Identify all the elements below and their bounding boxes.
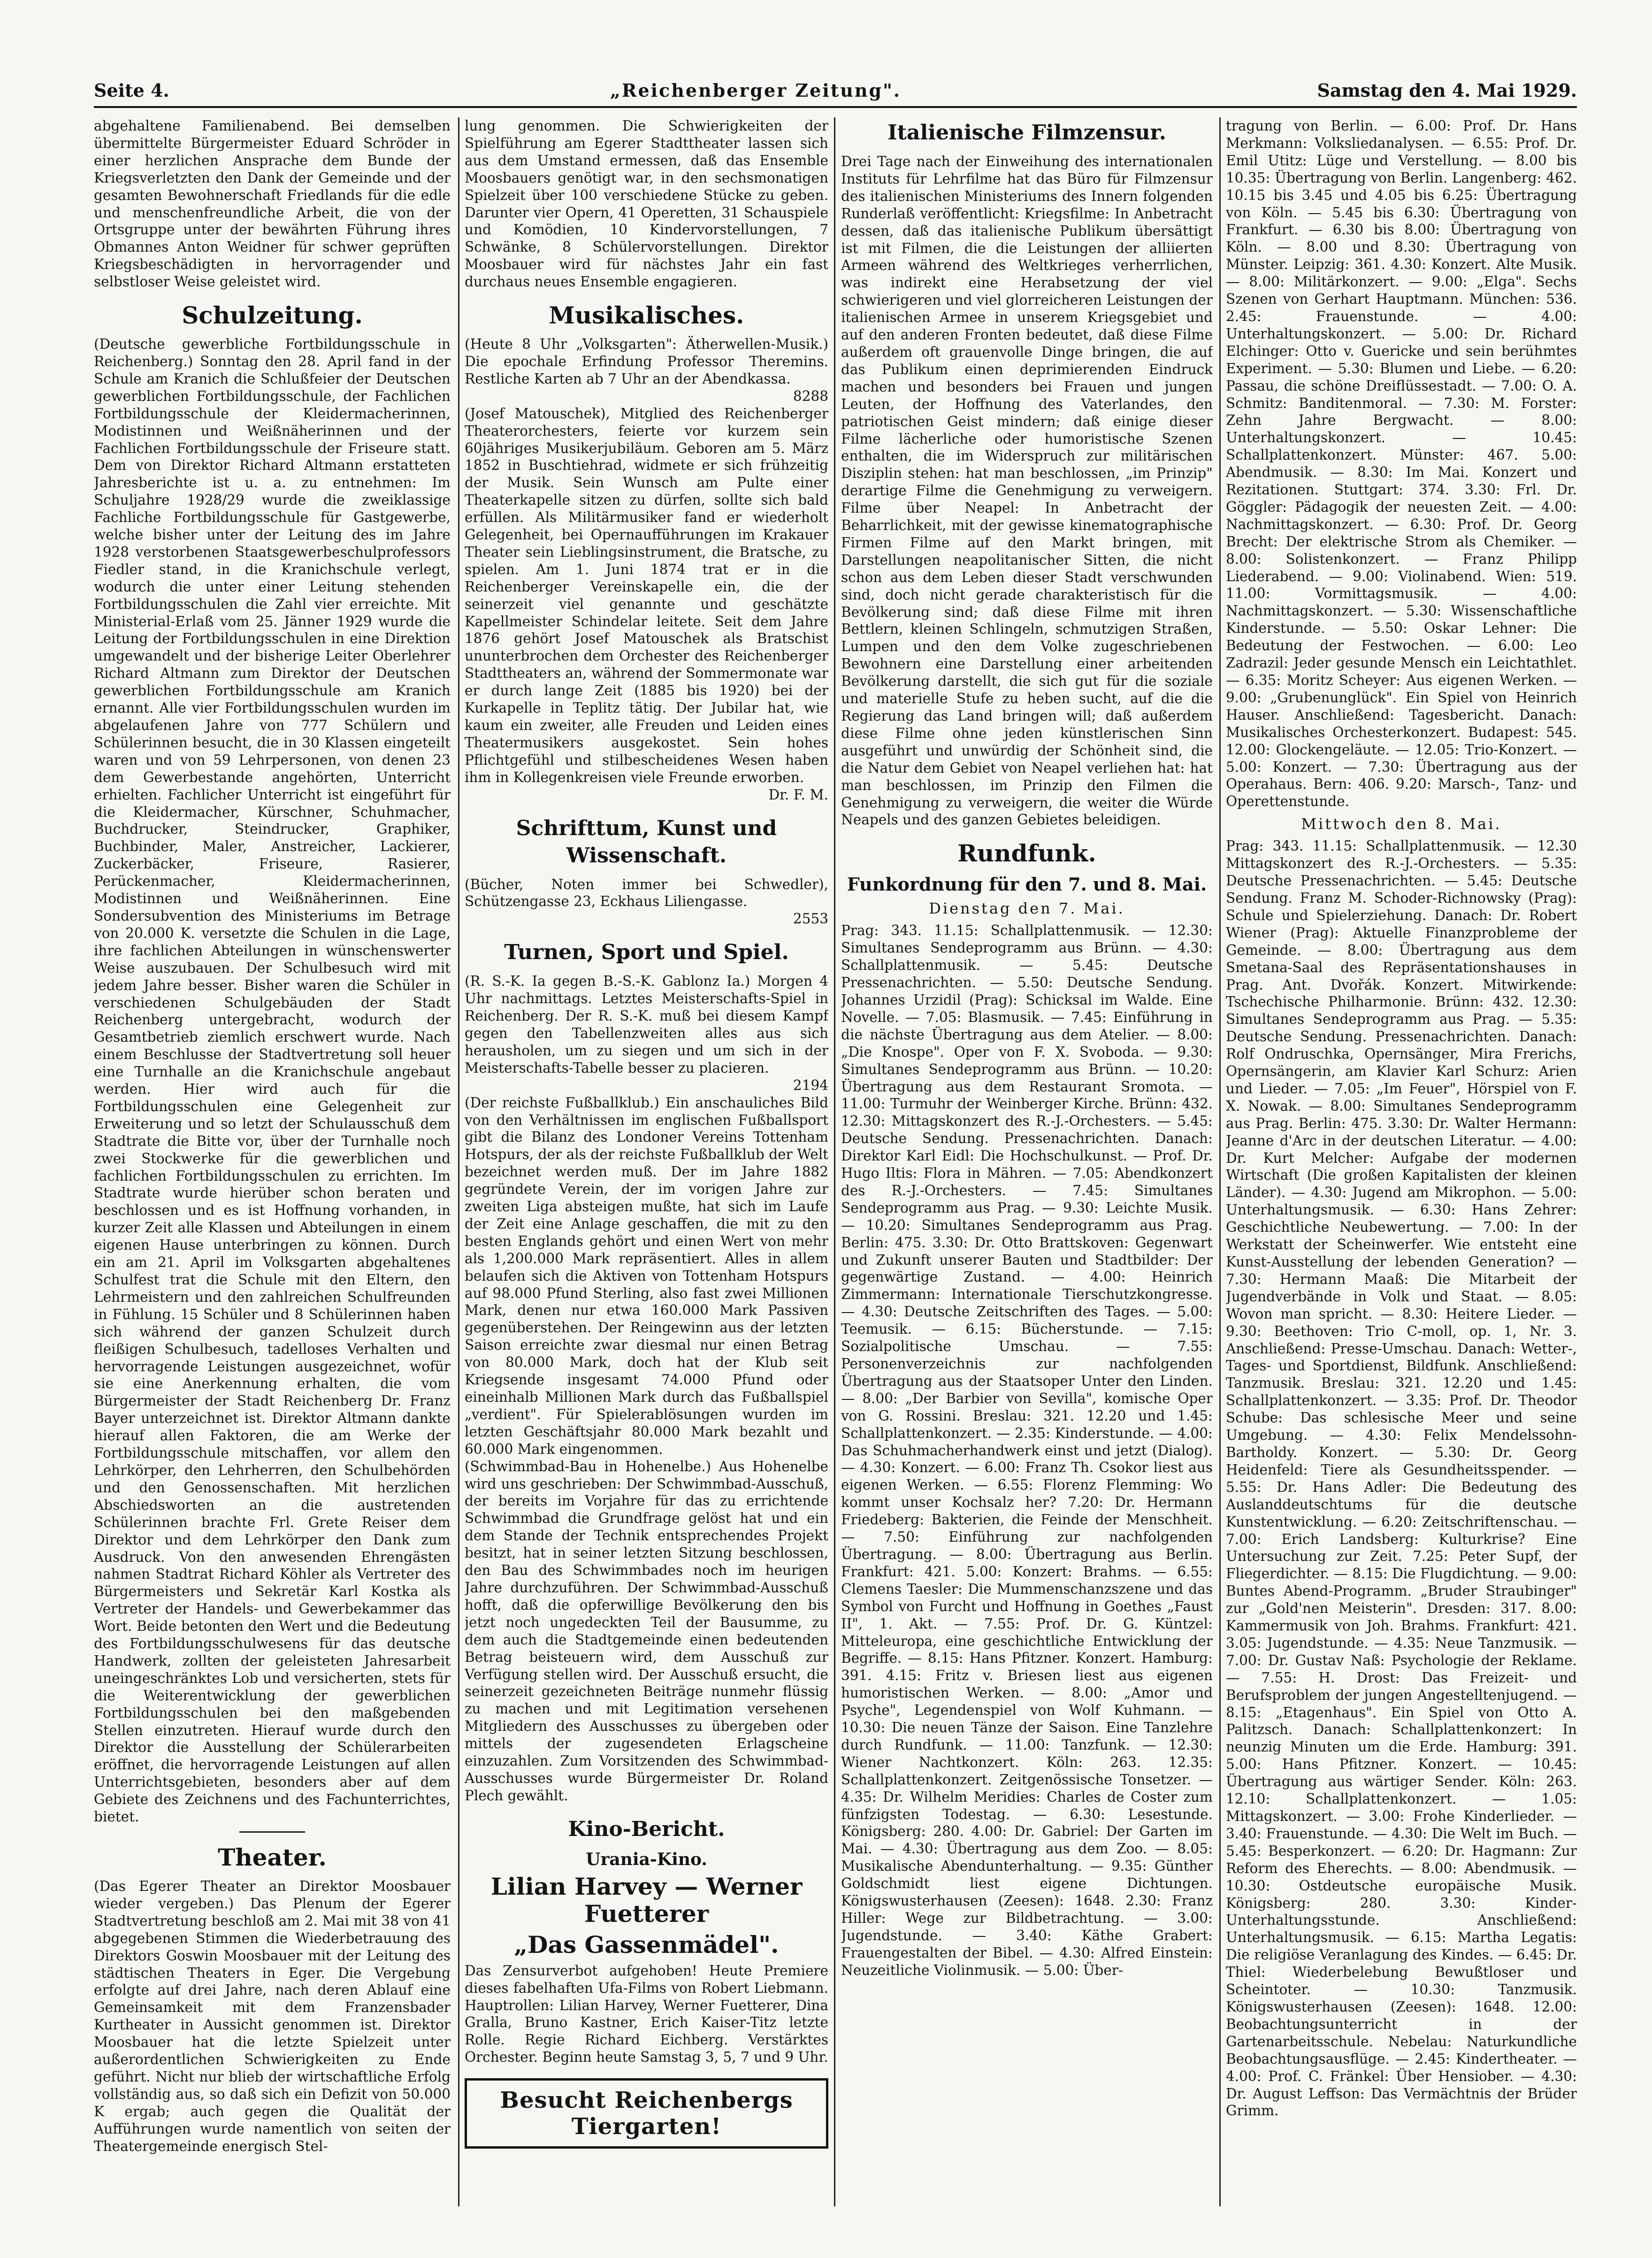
column-3 xyxy=(841,117,1213,2206)
section-title-literature: Schrifttum, Kunst und Wissenschaft. xyxy=(516,816,777,868)
section-title-film-censorship: Italienische Filmzensur. xyxy=(887,121,1166,145)
ad-number: 2194 xyxy=(793,1077,828,1093)
column-divider xyxy=(834,117,835,2206)
article-friedland: abgehaltene Familienabend. Bei demselben übermittelte Bürgermeister Eduard Schröder in einer herzlichen Ansprache dem Bunde der Kriegsverletzten den Dank der Gemeinde und der gesamten Bewohnerschaft Friedlands für die edle und menschenfreundliche Arbeit, die von der Ortsgruppe unter der bewährten Führung ihres Obmannes Anton Weidner für schwer geprüften Kriegsbeschädigten in hervorragender und selbstloser Weise geleistet wird. xyxy=(94,118,451,290)
ad-schwedler: (Bücher, Noten immer bei Schwedler), Schützengasse 23, Eckhaus Liliengasse. xyxy=(465,876,828,910)
cinema-ad-text: Das Zensurverbot aufgehoben! Heute Premiere dieses fabelhaften Ufa-Films von Robert Liebmann. Hauptrollen: Lilian Harvey, Werner Fuetterer, Dina Gralla, Bruno Kastner, Erich Kaiser-Titz letzte Rolle. Regie Richard Eichberg. Verstärktes Orchester. Beginn heute Samstag 3, 5, 7 und 9 Uhr. xyxy=(465,1962,828,2066)
section-title-radio: Rundfunk. xyxy=(957,839,1096,868)
section-title-sport: Turnen, Sport und Spiel. xyxy=(504,940,789,965)
section-title-theater: Theater. xyxy=(218,1843,327,1871)
zoo-banner-ad: Besucht Reichenbergs Tiergarten! xyxy=(465,2078,828,2149)
page-number: Seite 4. xyxy=(94,80,169,101)
radio-program-wednesday: Prag: 343. 11.15: Schallplattenmusik. — 12.30 Mittagskonzert des R.-J.-Orchesters. — 5.35: Deutsche Pressenachrichten. — 5.45: Deutsche Sendung. Franz M. Schoder-Richnowsky (Prag): Schule und Spielerziehung. Danach: Dr. Robert Wiener (Prag): Aktuelle Finanzprobleme der Gemeinde. — 8.00: Übertragung aus dem Smetana-Saal des Repräsentationshauses in Prag. Ant. Dvořák. Konzert. Mitwirkende: Tschechische Philharmonie. Brünn: 432. 12.30: Simultanes Sendeprogramm aus Prag. — 5.35: Deutsche Sendung. Pressenachrichten. Danach: Rolf Ondruschka, Opernsänger, Mira Frerichs, Opernsängerin, am Klavier Karl Schurz: Arien und Lieder. — 7.05: „Im Feuer", Hörspiel von F. X. Nowak. — 8.00: Simultanes Sendeprogramm aus Prag. Berlin: 475. 3.30: Dr. Walter Hermann: Jeanne d'Arc in der deutschen Literatur. — 4.00: Dr. Kurt Melcher: Aufgabe der modernen Wirtschaft (Die großen Kapitalisten der kleinen Länder). — 4.30: Jugend am Mikrophon. — 5.00: Unterhaltungsmusik. — 6.30: Hans Zehrer: Geschichtliche Neubewertung. — 7.00: In der Werkstatt der Scheinwerfer. Wie entsteht eine Kunst-Ausstellung der lebenden Generation? — 7.30: Hermann Maaß: Die Mitarbeit der Jugendverbände in Volk und Staat. — 8.05: Wovon man spricht. — 8.30: Heitere Lieder. — 9.30: Beethoven: Trio C-moll, op. 1, Nr. 3. Anschließend: Presse-Umschau. Danach: Wetter-, Tages- und Sportdienst, Bildfunk. Anschließend: Tanzmusik. Breslau: 321. 12.20 und 1.45: Schallplattenkonzert. — 3.35: Prof. Dr. Theodor Schube: Das schlesische Meer und seine Umgebung. — 4.30: Felix Mendelssohn-Bartholdy. Konzert. — 5.30: Dr. Georg Heidenfeld: Tiere als Gesundheitsspender. — 5.55: Dr. Hans Adler: Die Bedeutung des Auslanddeutschtums für die deutsche Kunstentwicklung. — 6.20: Zeitschriftenschau. — 7.00: Erich Landsberg: Kulturkrise? Eine Untersuchung zur Zeit. 7.25: Peter Supf, der Fliegerdichter. — 8.15: Die Flugdichtung. — 9.00: Buntes Abend-Programm. „Bruder Straubinger" zur „Gold'nen Meisterin". Dresden: 317. 8.00: Kammermusik von Joh. Brahms. Frankfurt: 421. 3.05: Jugendstunde. — 4.35: Neue Tanzmusik. — 7.00: Dr. Gustav Naß: Psychologie der Reklame. — 7.55: H. Drost: Das Freizeit- und Berufsproblem der jungen Angestelltenjugend. — 8.15: „Etagenhaus". Ein Spiel von Otto A. Palitzsch. Danach: Schallplattenkonzert: In neunzig Minuten um die Erde. Hamburg: 391. 5.00: Hans Pfitzner. Konzert. — 10.45: Übertragung aus wärtiger Sender. Köln: 263. 12.10: Schallplattenkonzert. — 1.05: Mittagskonzert. — 3.00: Frohe Kinderlieder. — 3.40: Frauenstunde. — 4.30: Die Welt im Buch. — 5.45: Besperkonzert. — 6.20: Dr. Hagmann: Zur Reform des Eherechts. — 8.00: Abendmusik. — 10.30: Ostdeutsche europäische Musik. Königsberg: 280. 3.30: Kinder-Unterhaltungsstunde. Anschließend: Unterhaltungsmusik. — 6.15: Martha Legatis: Die religiöse Veranlagung des Kindes. — 6.45: Dr. Thiel: Wiederbelebung Bewußtloser und Scheintoter. — 10.30: Tanzmusik. Königswusterhausen (Zeesen): 1648. 12.00: Beobachtungsunterricht in der Gartenarbeitsschule. Nebelau: Naturkundliche Beobachtungsausflüge. — 2.45: Kindertheater. — 4.00: Prof. C. Fränkel: Über Hensiober. — 4.30: Dr. August Leffson: Das Vermächtnis der Brüder Grimm. xyxy=(1226,838,1577,2119)
section-title-cinema: Kino-Bericht. xyxy=(568,1817,725,1841)
header-rule xyxy=(94,106,1577,108)
column-4 xyxy=(1226,117,1577,2206)
issue-date: Samstag den 4. Mai 1929. xyxy=(1317,80,1577,101)
day-heading: Mittwoch den 8. Mai. xyxy=(1301,815,1502,833)
radio-schedule-title: Funkordnung für den 7. und 8. Mai. xyxy=(847,874,1207,895)
section-title-music: Musikalisches. xyxy=(549,301,744,330)
film-title: „Das Gassenmädel". xyxy=(514,1930,779,1958)
page-header xyxy=(94,75,1577,108)
article-film-censorship: Drei Tage nach der Einweihung des internationalen Instituts für Lehrfilme hat das Büro für Filmzensur des italienischen Ministeriums des Innern folgenden Runderlaß veröffentlicht: Kriegsfilme: In Anbetracht dessen, daß das italienische Publikum übersättigt ist mit Filmen, die die Leistungen der alliierten Armeen während des Weltkrieges verherrlichen, was indirekt eine Herabsetzung der viel schwierigeren und viel glorreicheren Leistungen der italienischen Armee in unserem Kriegsgebiet und auf den anderen Fronten bedeutet, daß diese Filme außerdem oft grauenvolle Dinge bringen, die auf das Publikum einen deprimierenden Eindruck machen und besonders bei Frauen und jungen Leuten, der Hoffnung des Vaterlandes, den patriotischen Geist mindern; daß einige dieser Filme lächerliche oder humoristische Szenen enthalten, die im Widerspruch zur militärischen Disziplin stehen: hat man beschlossen, „im Prinzip" derartige Filme die Genehmigung zu verweigern. Filme über Neapel: In Anbetracht der Beharrlichkeit, mit der gewisse kinematographische Firmen Filme auf den Markt bringen, mit Darstellungen neapolitanischer Sitten, die nicht schon aus dem Leben dieser Stadt verschwunden sind, doch nicht gerade charakteristisch für die Bevölkerung sind; daß diese Filme mit ihren Bettlern, kleinen Schlingeln, schmutzigen Straßen, Lumpen und den dem Volke zugeschriebenen Bewohnern eine Darstellung einer arbeitenden Bevölkerung darstellt, die sich gut für die soziale und materielle Stufe zu heben sucht, auf die die Regierung das Land bringen will; daß außerdem diese Filme ohne jeden künstlerischen Sinn ausgeführt und unwürdig der Schönheit sind, die die Natur dem Gebiet von Neapel verliehen hat: hat man beschlossen, im Prinzip den Filmen die Genehmigung zu verweigern, die weiter die Würde Neapels und des ganzen Gebietes beleidigen. xyxy=(841,154,1213,828)
ad-number: 2553 xyxy=(793,911,828,927)
article-football-club: (Der reichste Fußballklub.) Ein anschauliches Bild von den Verhältnissen im englischen Fußballsport gibt die Bilanz des Londoner Vereins Tottenham Hotspurs, der als der reichste Fußballklub der Welt bezeichnet werden muß. Der im Jahre 1882 gegründete Verein, der im vorigen Jahre zur zweiten Liga absteigen mußte, hat sich im Laufe der Zeit eine Anlage geschaffen, die mit zu den besten Englands gehört und einen Wert von mehr als 1,200.000 Mark repräsentiert. Alles in allem belaufen sich die Aktiven von Tottenham Hotspurs auf 98.000 Pfund Sterling, also fast zwei Millionen Mark, denen nur etwa 160.000 Mark Passiven gegenüberstehen. Der Reingewinn aus der letzten Saison erreichte zwar diesmal nur einen Betrag von 80.000 Mark, doch hat der Klub seit Kriegsende insgesamt 74.000 Pfund oder eineinhalb Millionen Mark durch das Fußballspiel „verdient". Für Spielerablösungen wurden im letzten Geschäftsjahr 80.000 Mark bezahlt und 60.000 Mark eingenommen. xyxy=(465,1094,828,1457)
ad-football-match: (R. S.-K. Ia gegen B.-S.-K. Gablonz Ia.) Morgen 4 Uhr nachmittags. Letztes Meisterschafts-Spiel in Reichenberg. Der R. S.-K. muß bei diesem Kampf gegen den Tabellenzweiten alles aus sich herausholen, um zu siegen und um sich in der Meisterschafts-Tabelle besser zu placieren. xyxy=(465,973,828,1076)
film-stars: Lilian Harvey — Werner Fuetterer xyxy=(490,1872,803,1928)
column-1 xyxy=(94,117,451,2206)
article-matouschek: (Josef Matouschek), Mitglied des Reichenberger Theaterorchesters, feierte vor kurzem sein 60jähriges Musikerjubiläum. Geboren am 5. März 1852 in Buschtiehrad, widmete er sich frühzeitig der Musik. Sein Wunsch am Pulte einer Theaterkapelle sitzen zu dürfen, sollte sich bald erfüllen. Als Militärmusiker fand er wiederholt Gelegenheit, bei Opernaufführungen im Krakauer Theater sein Lieblingsinstrument, die Bratsche, zu spielen. Am 1. Juni 1874 trat er in die Reichenberger Vereinskapelle ein, die der seinerzeit viel genannte und geschätzte Kapellmeister Schindelar leitete. Seit dem Jahre 1876 gehört Josef Matouschek als Bratschist ununterbrochen dem Orchester des Reichenberger Stadttheaters an, während der Sommermonate war er durch lange Zeit (1885 bis 1920) bei der Kurkapelle in Teplitz tätig. Der Jubilar hat, wie kaum ein zweiter, alle Freuden und Leiden eines Theatermusikers ausgekostet. Sein hohes Pflichtgefühl und stilbescheidenes Wesen haben ihm in Kollegenkreisen viele Freunde erworben. xyxy=(465,405,828,785)
ad-volksgarten: (Heute 8 Uhr „Volksgarten": Ätherwellen-Musik.) Die epochale Erfindung Professor Theremins. Restliche Karten ab 7 Uhr an der Abendkassa. xyxy=(465,336,828,387)
cinema-name: Urania-Kino. xyxy=(586,1849,707,1869)
article-school: (Deutsche gewerbliche Fortbildungsschule in Reichenberg.) Sonntag den 28. April fand in der Schule am Kranich die Schlußfeier der Deutschen gewerblichen Fortbildungsschule, der Fachlichen Fortbildungsschule der Kleidermacherinnen, Modistinnen und Weißnäherinnen und der Fachlichen Fortbildungsschule der Friseure statt. Dem von Direktor Richard Altmann erstatteten Jahresberichte ist u. a. zu entnehmen: Im Schuljahre 1928/29 wurde die zweiklassige Fachliche Fortbildungsschule für Gastgewerbe, welche bisher unter der Leitung des im Jahre 1928 verstorbenen Staatsgewerbeschulprofessors Fiedler stand, in die Kranichschule verlegt, wodurch die unter einer Leitung stehenden Fortbildungsschulen die Zahl vier erreichte. Mit Ministerial-Erlaß vom 25. Jänner 1929 wurde die Leitung der Fortbildungsschulen in eine Direktion umgewandelt und der bisherige Leiter Oberlehrer Richard Altmann zum Direktor der Deutschen gewerblichen Fortbildungsschule am Kranich ernannt. Alle vier Fortbildungsschulen wurden im abgelaufenen Jahre von 777 Schülern und Schülerinnen besucht, die in 30 Klassen eingeteilt waren und von 59 Lehrpersonen, von denen 23 dem Gewerbestande angehörten, Unterricht erhielten. Fachlicher Unterricht ist eingeführt für die Kleidermacher, Kürschner, Schuhmacher, Buchdrucker, Steindrucker, Graphiker, Buchbinder, Maler, Anstreicher, Lackierer, Zuckerbäcker, Friseure, Rasierer, Perückenmacher, Kleidermacherinnen, Modistinnen und Weißnäherinnen. Eine Sondersubvention des Ministeriums im Betrage von 20.000 K. versetzte die Schulen in die Lage, ihre fachlichen Abteilungen in wünschenswerter Weise auszubauen. Der Schulbesuch wird mit jedem Jahre besser. Bisher waren die Schüler in verschiedenen Schulgebäuden der Stadt Reichenberg untergebracht, wodurch der Gesamtbetrieb ziemlich erschwert wurde. Nach einem Beschlusse der Stadtvertretung soll heuer eine Turnhalle an die Kranichschule angebaut werden. Hier wird auch für die Fortbildungsschulen eine Gelegenheit zur Erweiterung und so letzt der Schulausschuß dem Stadtrate die Bitte vor, über der Turnhalle noch zwei Stockwerke für die gewerblichen und fachlichen Fortbildungsschulen zu errichten. Im Stadtrate wurde hierüber schon beraten und beschlossen und es ist Hoffnung vorhanden, in kurzer Zeit alle Klassen und Abteilungen in einem eigenen Hause unterbringen zu können. Durch ein am 21. April im Volksgarten abgehaltenes Schulfest trat die Schule mit den Eltern, den Lehrmeistern und den zahlreichen Schulfreunden in Fühlung. 15 Schüler und 8 Schülerinnen haben sich während der ganzen Schulzeit durch fleißigen Schulbesuch, tadelloses Verhalten und hervorragende Leistungen ausgezeichnet, wofür sie eine Anerkennung erhalten, die vom Bürgermeister der Stadt Reichenberg Dr. Franz Bayer unterzeichnet ist. Direktor Altmann dankte hierauf allen Faktoren, die am Werke der Fortbildungsschule mitschaffen, vor allem den Lehrkörper, den Lehrherren, den Schulbehörden und den Genossenschaften. Mit herzlichen Abschiedsworten an die austretenden Schülerinnen brachte Frl. Grete Reiser dem Direktor und dem Lehrkörper den Dank zum Ausdruck. Von den anwesenden Ehrengästen nahmen Stadtrat Richard Köhler als Vertreter des Bürgermeisters und Sekretär Karl Kostka als Vertreter der Handels- und Gewerbekammer das Wort. Beide betonten den Wert und die Bedeutung des Fortbildungsschulwesens für das deutsche Handwerk, zollten der geleisteten Jahresarbeit uneingeschränktes Lob und versicherten, stets für die Weiterentwicklung der gewerblichen Fortbildungsschulen bei den maßgebenden Stellen einzutreten. Hierauf wurde durch den Direktor die Ausstellung der Schülerarbeiten eröffnet, die hervorragende Leistungen auf allen Unterrichtsgebieten, besonders aber auf dem Gebiete des Zeichnens und des Fachunterrichtes, bietet. xyxy=(94,336,451,1825)
article-theater-continued: lung genommen. Die Schwierigkeiten der Spielführung am Egerer Stadttheater lassen sich aus dem Umstand ermessen, daß das Ensemble Moosbauers genötigt war, in den sechsmonatigen Spielzeit über 100 verschiedene Stücke zu geben. Darunter vier Opern, 41 Operetten, 31 Schauspiele und Komödien, 10 Kindervorstellungen, 7 Schwänke, 8 Schülervorstellungen. Direktor Moosbauer wird für nächstes Jahr ein fast durchaus neues Ensemble engagieren. xyxy=(465,118,828,290)
column-2 xyxy=(465,117,828,2206)
column-divider xyxy=(1219,117,1221,2206)
radio-program-tuesday-continued: tragung von Berlin. — 6.00: Prof. Dr. Hans Merkmann: Volksliedanalysen. — 6.55: Prof. Dr. Emil Utitz: Lüge und Verstellung. — 8.00 bis 10.35: Übertragung von Berlin. Langenberg: 462. 10.15 bis 3.45 und 4.05 bis 6.25: Übertragung von Köln. — 5.45 bis 6.30: Übertragung von Frankfurt. — 6.30 bis 8.00: Übertragung von Köln. — 8.00 und 8.30: Übertragung von Münster. Leipzig: 361. 4.30: Konzert. Alte Musik. — 8.00: Militärkonzert. — 9.00: „Elga". Sechs Szenen von Gerhart Hauptmann. München: 536. 2.45: Frauenstunde. — 4.00: Unterhaltungskonzert. — 5.00: Dr. Richard Elchinger: Otto v. Guericke und sein berühmtes Experiment. — 5.30: Blumen und Liebe. — 6.20: Passau, die schöne Dreiflüssestadt. — 7.00: O. A. Schmitz: Banditenmoral. — 7.30: M. Forster: Zehn Jahre Bergwacht. — 8.00: Unterhaltungskonzert. — 10.45: Schallplattenkonzert. Münster: 467. 5.00: Abendmusik. — 8.30: Im Mai. Konzert und Rezitationen. Stuttgart: 374. 3.30: Frl. Dr. Göggler: Pädagogik der neuesten Zeit. — 4.00: Nachmittagskonzert. — 6.30: Prof. Dr. Georg Brecht: Der elektrische Strom als Chemiker. — 8.00: Solistenkonzert. — Franz Philipp Liederabend. — 9.00: Violinabend. Wien: 519. 11.00: Vormittagsmusik. — 4.00: Nachmittagskonzert. — 5.30: Wissenschaftliche Kinderstunde. — 5.50: Oskar Lehner: Die Bedeutung der Festwochen. — 6.00: Leo Zadrazil: Jeder gesunde Mensch ein Leichtathlet. — 6.35: Moritz Scheyer: Aus eigenen Werken. — 9.00: „Grubenunglück". Ein Spiel von Heinrich Hauser. Anschließend: Tagesbericht. Danach: Musikalisches Orchesterkonzert. Budapest: 545. 12.00: Glockengeläute. — 12.05: Trio-Konzert. — 5.00: Konzert. — 7.30: Übertragung aus der Operahaus. Bern: 406. 9.20: Marsch-, Tanz- und Operettenstunde. xyxy=(1226,118,1577,810)
author-signature: Dr. F. M. xyxy=(768,786,828,803)
article-theater: (Das Egerer Theater an Direktor Moosbauer wieder vergeben.) Das Plenum der Egerer Stadtvertretung beschloß am 2. Mai mit 38 von 41 abgegebenen Stimmen die Wiederbetrauung des Direktors Goswin Moosbauer mit der Leitung des städtischen Theaters in Eger. Die Vergebung erfolgte auf drei Jahre, nach deren Ablauf eine Gemeinsamkeit mit dem Franzensbader Kurtheater in Aussicht genommen ist. Direktor Moosbauer hat die letzte Spielzeit unter außerordentlichen Schwierigkeiten zu Ende geführt. Nicht nur blieb der wirtschaftliche Erfolg vollständig aus, so daß sich ein Defizit von 50.000 K ergab; auch gegen die Qualität der Aufführungen wurde namentlich von seiten der Theatergemeinde energisch Stel- xyxy=(94,1878,451,2154)
newspaper-title: „Reichenberger Zeitung". xyxy=(610,80,902,101)
radio-program-tuesday: Prag: 343. 11.15: Schallplattenmusik. — 12.30: Simultanes Sendeprogramm aus Brünn. — 4.30: Schallplattenmusik. — 5.45: Deutsche Pressenachrichten. — 5.50: Deutsche Sendung. Johannes Urzidil (Prag): Schicksal im Walde. Eine Novelle. — 7.05: Blasmusik. — 7.45: Einführung in die nächste Übertragung aus dem Atelier. — 8.00: „Die Knospe". Oper von F. X. Svoboda. — 9.30: Simultanes Sendeprogramm aus Brünn. — 10.20: Übertragung aus dem Restaurant Sromota. — 11.00: Turmuhr der Weinberger Kirche. Brünn: 432. 12.30: Mittagskonzert des R.-J.-Orchesters. — 5.45: Deutsche Sendung. Pressenachrichten. Danach: Direktor Karl Eidl: Die Hochschulkunst. — Prof. Dr. Hugo Iltis: Flora in Mähren. — 7.05: Abendkonzert des R.-J.-Orchesters. — 7.45: Simultanes Sendeprogramm aus Prag. — 9.30: Leichte Musik. — 10.20: Simultanes Sendeprogramm aus Prag. Berlin: 475. 3.30: Dr. Otto Brattskoven: Gegenwart und Zukunft unserer Bauten und Stadtbilder: Der gegenwärtige Zustand. — 4.00: Heinrich Zimmermann: Internationale Tierschutzkongresse. — 4.30: Deutsche Zeitschriften des Tages. — 5.00: Teemusik. — 6.15: Bücherstunde. — 7.15: Sozialpolitische Umschau. — 7.55: Personenverzeichnis zur nachfolgenden Übertragung aus der Staatsoper Unter den Linden. — 8.00: „Der Barbier von Sevilla", komische Oper von G. Rossini. Breslau: 321. 12.20 und 1.45: Schallplattenkonzert. — 2.35: Kinderstunde. — 4.00: Das Schuhmacherhandwerk einst und jetzt (Dialog). — 4.30: Konzert. — 6.00: Franz Th. Csokor liest aus eigenen Werken. — 6.55: Florenz Flemming: Wo kommt unser Kochsalz her? 7.20: Dr. Hermann Friedeberg: Bakterien, die Feinde der Menschheit. — 7.50: Einführung zur nachfolgenden Übertragung. — 8.00: Übertragung aus Berlin. Frankfurt: 421. 5.00: Konzert: Brahms. — 6.55: Clemens Taesler: Die Mummenschanzszene und das Symbol von Furcht und Hoffnung in Goethes „Faust II", 1. Akt. — 7.55: Prof. Dr. G. Küntzel: Mitteleuropa, eine geschichtliche Entwicklung der Begriffe. — 8.15: Hans Pfitzner. Konzert. Hamburg: 391. 4.15: Fritz v. Briesen liest aus eigenen humoristischen Werken. — 8.00: „Amor und Psyche", Legendenspiel von Wolf Kuhmann. — 10.30: Die neuen Tänze der Saison. Eine Tanzlehre durch Rundfunk. — 11.00: Tanzfunk. — 12.30: Wiener Nachtkonzert. Köln: 263. 12.35: Schallplattenkonzert. Zeitgenössische Tonsetzer. — 4.35: Dr. Wilhelm Meridies: Charles de Coster zum fünfzigsten Todestag. — 6.30: Lesestunde. Königsberg: 280. 4.00: Dr. Gabriel: Der Garten im Mai. — 4.30: Übertragung aus dem Zoo. — 8.05: Musikalische Abendunterhaltung. — 9.35: Günther Goldschmidt liest eigene Dichtungen. Königswusterhausen (Zeesen): 1648. 2.30: Franz Hiller: Wege zur Bildbetrachtung. — 3.00: Jugendstunde. — 3.40: Käthe Grabert: Frauengestalten der Bibel. — 4.30: Alfred Einstein: Neuzeitliche Violinmusik. — 5.00: Über- xyxy=(841,922,1213,1978)
ad-number: 8288 xyxy=(793,388,828,404)
day-heading: Dienstag den 7. Mai. xyxy=(929,899,1125,918)
column-divider xyxy=(458,117,459,2206)
article-swimming-pool: (Schwimmbad-Bau in Hohenelbe.) Aus Hohenelbe wird uns geschrieben: Der Schwimmbad-Ausschuß, der bereits im Vorjahre für das zu errichtende Schwimmbad die Grundfrage gelöst hat und ein dem Stande der Technik entsprechendes Projekt besitzt, hat in seiner letzten Sitzung beschlossen, den Bau des Schwimmbades noch im heurigen Jahre durchzuführen. Der Schwimmbad-Ausschuß hofft, daß die opferwillige Bevölkerung den bis jetzt noch ungedeckten Teil der Bausumme, zu dem auch die Stadtgemeinde einen bedeutenden Betrag beisteuern wird, dem Ausschuß zur Verfügung stellen wird. Der Ausschuß ersucht, die seinerzeit gezeichneten Beiträge nunmehr flüssig zu machen und mit Legitimation versehenen Mitgliedern des Ausschusses zu übergeben oder mittels der zugesendeten Erlagscheine einzuzahlen. Zum Vorsitzenden des Schwimmbad-Ausschusses wurde Bürgermeister Dr. Roland Plech gewählt. xyxy=(465,1458,828,1804)
separator xyxy=(239,1831,305,1833)
section-title-school: Schulzeitung. xyxy=(182,301,363,330)
